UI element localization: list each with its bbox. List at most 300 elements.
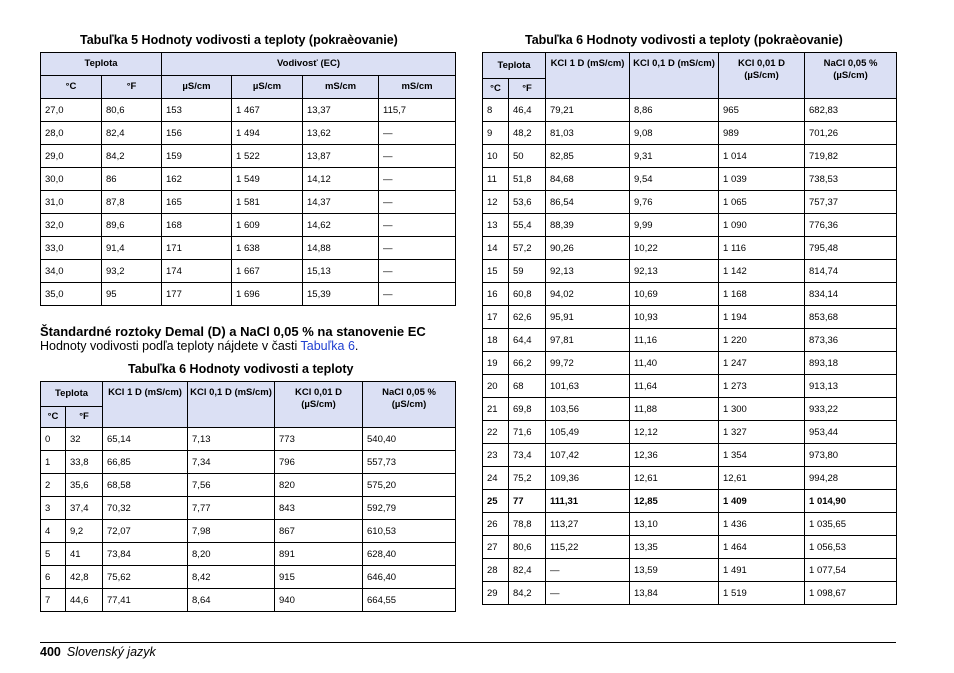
table-cell: 15 bbox=[483, 260, 509, 283]
table-cell: 101,63 bbox=[546, 375, 630, 398]
table-cell: 915 bbox=[275, 566, 363, 589]
table-cell: 26 bbox=[483, 513, 509, 536]
table-row bbox=[41, 497, 456, 520]
table-cell: 7 bbox=[41, 589, 66, 612]
table-cell: 1 273 bbox=[719, 375, 805, 398]
table-cell: 10,69 bbox=[630, 283, 719, 306]
table-cell: 15,39 bbox=[303, 283, 379, 306]
table6-header-nacl: NaCl 0,05 % (µS/cm) bbox=[363, 382, 456, 428]
table5-subheader: °C bbox=[41, 76, 102, 99]
table-cell: 28 bbox=[483, 559, 509, 582]
table-row bbox=[483, 582, 897, 605]
paragraph-text: Hodnoty vodivosti podľa teploty nájdete v časti bbox=[40, 339, 301, 353]
table-row bbox=[483, 168, 897, 191]
table6-caption: Tabuľka 6 Hodnoty vodivosti a teploty bbox=[128, 362, 354, 376]
table-cell: 35,0 bbox=[41, 283, 102, 306]
table-cell: 16 bbox=[483, 283, 509, 306]
table-cell: 11,16 bbox=[630, 329, 719, 352]
table-row bbox=[483, 398, 897, 421]
table-cell: 57,2 bbox=[509, 237, 546, 260]
table-cell: 28,0 bbox=[41, 122, 102, 145]
table-cell: 70,32 bbox=[103, 497, 188, 520]
table-row bbox=[483, 536, 897, 559]
table-cell: 30,0 bbox=[41, 168, 102, 191]
table5-subheader: mS/cm bbox=[379, 76, 456, 99]
table-row bbox=[483, 283, 897, 306]
table-cell: 795,48 bbox=[805, 237, 897, 260]
table-cell: 1 035,65 bbox=[805, 513, 897, 536]
table-cell: 893,18 bbox=[805, 352, 897, 375]
table6-header-teplota: Teplota bbox=[41, 382, 103, 407]
table-cell: 77,41 bbox=[103, 589, 188, 612]
table-cell: — bbox=[379, 145, 456, 168]
table-cell: — bbox=[379, 122, 456, 145]
table-cell: 8,20 bbox=[188, 543, 275, 566]
table-cell: 7,13 bbox=[188, 428, 275, 451]
table-cell: 65,14 bbox=[103, 428, 188, 451]
table-row bbox=[483, 421, 897, 444]
table-cell: 162 bbox=[162, 168, 232, 191]
table-cell: — bbox=[379, 168, 456, 191]
table-row bbox=[483, 260, 897, 283]
table-cell: 1 168 bbox=[719, 283, 805, 306]
table-cell: 994,28 bbox=[805, 467, 897, 490]
table-cell: 64,4 bbox=[509, 329, 546, 352]
table-cell: 44,6 bbox=[66, 589, 103, 612]
table6 bbox=[40, 381, 456, 612]
table-cell: 9,31 bbox=[630, 145, 719, 168]
table-cell: 32 bbox=[66, 428, 103, 451]
table-cell: 66,2 bbox=[509, 352, 546, 375]
table-cell: 1 409 bbox=[719, 490, 805, 513]
table-cell: 1 bbox=[41, 451, 66, 474]
page-number: 400 bbox=[40, 645, 61, 659]
table-cell: 84,68 bbox=[546, 168, 630, 191]
table6-header-kcl01: KCl 0,1 D (mS/cm) bbox=[188, 382, 275, 428]
page-footer bbox=[40, 645, 156, 659]
table6-header-kcl1: KCl 1 D (mS/cm) bbox=[103, 382, 188, 428]
table-row bbox=[483, 352, 897, 375]
table-cell: 1 014,90 bbox=[805, 490, 897, 513]
table-cell: 9,99 bbox=[630, 214, 719, 237]
table-cell: 22 bbox=[483, 421, 509, 444]
table-cell: 1 464 bbox=[719, 536, 805, 559]
table-row bbox=[483, 329, 897, 352]
table-cell: 7,98 bbox=[188, 520, 275, 543]
table-cell: 51,8 bbox=[509, 168, 546, 191]
table-cell: 27 bbox=[483, 536, 509, 559]
table-cell: 1 436 bbox=[719, 513, 805, 536]
table-cell: 1 194 bbox=[719, 306, 805, 329]
table6-unit-f: °F bbox=[66, 407, 103, 428]
table-cell: 80,6 bbox=[102, 99, 162, 122]
table-row bbox=[483, 306, 897, 329]
table-cell: 1 581 bbox=[232, 191, 303, 214]
table-cell: 12,61 bbox=[630, 467, 719, 490]
table-row bbox=[483, 122, 897, 145]
table-row bbox=[41, 589, 456, 612]
table-cell: 891 bbox=[275, 543, 363, 566]
table-row bbox=[41, 283, 456, 306]
table-cell: 1 039 bbox=[719, 168, 805, 191]
table-cell: 75,62 bbox=[103, 566, 188, 589]
table-row bbox=[483, 444, 897, 467]
table-cell: 41 bbox=[66, 543, 103, 566]
table-row bbox=[483, 145, 897, 168]
table5-header-vodivost: Vodivosť (EC) bbox=[162, 53, 456, 76]
table-cell: — bbox=[379, 191, 456, 214]
table-cell: 105,49 bbox=[546, 421, 630, 444]
table-cell: 59 bbox=[509, 260, 546, 283]
table-cell: 1 494 bbox=[232, 122, 303, 145]
table-cell: 14,62 bbox=[303, 214, 379, 237]
table-cell: 86,54 bbox=[546, 191, 630, 214]
table6c-header-kcl001: KCl 0,01 D (µS/cm) bbox=[719, 53, 805, 99]
table-cell: 1 667 bbox=[232, 260, 303, 283]
table-cell: 13 bbox=[483, 214, 509, 237]
table-cell: 1 519 bbox=[719, 582, 805, 605]
table-cell: 95 bbox=[102, 283, 162, 306]
table-cell: 92,13 bbox=[630, 260, 719, 283]
table-cell: 19 bbox=[483, 352, 509, 375]
table-cell: — bbox=[546, 582, 630, 605]
table-cell: 35,6 bbox=[66, 474, 103, 497]
table-cell: 90,26 bbox=[546, 237, 630, 260]
table5-subheader: °F bbox=[102, 76, 162, 99]
table-cell: 113,27 bbox=[546, 513, 630, 536]
table-cell: 1 142 bbox=[719, 260, 805, 283]
table6-header-kcl001: KCl 0,01 D (µS/cm) bbox=[275, 382, 363, 428]
table-cell: 12 bbox=[483, 191, 509, 214]
table-cell: 73,84 bbox=[103, 543, 188, 566]
table-cell: 77 bbox=[509, 490, 546, 513]
table-row bbox=[483, 237, 897, 260]
table-row bbox=[41, 99, 456, 122]
table-row bbox=[41, 214, 456, 237]
table-row bbox=[41, 122, 456, 145]
table6c-unit-f: °F bbox=[509, 79, 546, 99]
table-cell: 7,56 bbox=[188, 474, 275, 497]
table-cell: 69,8 bbox=[509, 398, 546, 421]
table-cell: 13,62 bbox=[303, 122, 379, 145]
table5-caption: Tabuľka 5 Hodnoty vodivosti a teploty (pokraèovanie) bbox=[80, 33, 398, 47]
table-cell: 575,20 bbox=[363, 474, 456, 497]
paragraph-text-end: . bbox=[354, 339, 359, 353]
table-cell: 1 056,53 bbox=[805, 536, 897, 559]
table-cell: 940 bbox=[275, 589, 363, 612]
table-cell: 8,42 bbox=[188, 566, 275, 589]
table-cell: 682,83 bbox=[805, 99, 897, 122]
table-cell: 933,22 bbox=[805, 398, 897, 421]
table-cell: 1 098,67 bbox=[805, 582, 897, 605]
table-cell: 13,87 bbox=[303, 145, 379, 168]
table5 bbox=[40, 52, 456, 306]
table-cell: 14,12 bbox=[303, 168, 379, 191]
table-cell: 796 bbox=[275, 451, 363, 474]
table-cell: 92,13 bbox=[546, 260, 630, 283]
table-cell: 115,22 bbox=[546, 536, 630, 559]
table-cell: 46,4 bbox=[509, 99, 546, 122]
table-cell: 99,72 bbox=[546, 352, 630, 375]
table-cell: 738,53 bbox=[805, 168, 897, 191]
table-cell: 557,73 bbox=[363, 451, 456, 474]
table-row bbox=[483, 375, 897, 398]
table-cell: 1 609 bbox=[232, 214, 303, 237]
table-cell: 664,55 bbox=[363, 589, 456, 612]
table-row bbox=[41, 451, 456, 474]
table-cell: 72,07 bbox=[103, 520, 188, 543]
table-row bbox=[483, 490, 897, 513]
table-cell: 115,7 bbox=[379, 99, 456, 122]
table-cell: 97,81 bbox=[546, 329, 630, 352]
table-cell: — bbox=[546, 559, 630, 582]
table-cell: 843 bbox=[275, 497, 363, 520]
table-cell: 2 bbox=[41, 474, 66, 497]
table-cell: 79,21 bbox=[546, 99, 630, 122]
table-cell: 1 247 bbox=[719, 352, 805, 375]
table-cell: 9 bbox=[483, 122, 509, 145]
table-cell: 27,0 bbox=[41, 99, 102, 122]
table-cell: 8 bbox=[483, 99, 509, 122]
table6c-header-kcl1: KCl 1 D (mS/cm) bbox=[546, 53, 630, 99]
table-row bbox=[41, 520, 456, 543]
table-cell: 95,91 bbox=[546, 306, 630, 329]
table-cell: 9,76 bbox=[630, 191, 719, 214]
table-row bbox=[41, 428, 456, 451]
table-cell: 153 bbox=[162, 99, 232, 122]
table-cell: 1 116 bbox=[719, 237, 805, 260]
footer-language: Slovenský jazyk bbox=[66, 645, 156, 659]
table-cell: 103,56 bbox=[546, 398, 630, 421]
table-cell: 31,0 bbox=[41, 191, 102, 214]
table-row bbox=[483, 99, 897, 122]
table-row bbox=[41, 145, 456, 168]
table-cell: 773 bbox=[275, 428, 363, 451]
table-cell: 1 300 bbox=[719, 398, 805, 421]
table5-subheader: mS/cm bbox=[303, 76, 379, 99]
table-cell: 592,79 bbox=[363, 497, 456, 520]
table-cell: 12,61 bbox=[719, 467, 805, 490]
table-cell: 171 bbox=[162, 237, 232, 260]
table-cell: 11,88 bbox=[630, 398, 719, 421]
table-cell: 1 077,54 bbox=[805, 559, 897, 582]
table-cell: 71,6 bbox=[509, 421, 546, 444]
table-cell: 42,8 bbox=[66, 566, 103, 589]
table-cell: 9,08 bbox=[630, 122, 719, 145]
table6-unit-c: °C bbox=[41, 407, 66, 428]
table-cell: 15,13 bbox=[303, 260, 379, 283]
table-cell: 776,36 bbox=[805, 214, 897, 237]
table-cell: 1 549 bbox=[232, 168, 303, 191]
table-cell: 1 491 bbox=[719, 559, 805, 582]
table-row bbox=[483, 513, 897, 536]
table-cell: 820 bbox=[275, 474, 363, 497]
table-cell: 50 bbox=[509, 145, 546, 168]
table-cell: 20 bbox=[483, 375, 509, 398]
table-cell: 965 bbox=[719, 99, 805, 122]
table-row bbox=[483, 191, 897, 214]
table-cell: 3 bbox=[41, 497, 66, 520]
table-cell: 93,2 bbox=[102, 260, 162, 283]
table6c-header-teplota: Teplota bbox=[483, 53, 546, 79]
table-cell: 1 090 bbox=[719, 214, 805, 237]
table-cell: 68,58 bbox=[103, 474, 188, 497]
table-cell: 21 bbox=[483, 398, 509, 421]
table-cell: 177 bbox=[162, 283, 232, 306]
table-cell: 80,6 bbox=[509, 536, 546, 559]
table-cell: 1 014 bbox=[719, 145, 805, 168]
table-cell: 10,22 bbox=[630, 237, 719, 260]
table-row bbox=[483, 559, 897, 582]
table-cell: 34,0 bbox=[41, 260, 102, 283]
table-cell: 12,12 bbox=[630, 421, 719, 444]
table5-subheader: µS/cm bbox=[162, 76, 232, 99]
table-cell: 33,8 bbox=[66, 451, 103, 474]
table-row bbox=[483, 467, 897, 490]
table-cell: 88,39 bbox=[546, 214, 630, 237]
footer-divider bbox=[40, 642, 896, 643]
table-cell: 0 bbox=[41, 428, 66, 451]
table-cell: 84,2 bbox=[102, 145, 162, 168]
table6-continued bbox=[482, 52, 897, 605]
table5-header-teplota: Teplota bbox=[41, 53, 162, 76]
table-cell: 60,8 bbox=[509, 283, 546, 306]
table-cell: 10,93 bbox=[630, 306, 719, 329]
table-cell: 701,26 bbox=[805, 122, 897, 145]
table-cell: 78,8 bbox=[509, 513, 546, 536]
table-cell: 913,13 bbox=[805, 375, 897, 398]
table-cell: 48,2 bbox=[509, 122, 546, 145]
table-cell: 29 bbox=[483, 582, 509, 605]
table-cell: 7,34 bbox=[188, 451, 275, 474]
table6-link[interactable]: Tabuľka 6 bbox=[300, 339, 355, 353]
table-cell: 628,40 bbox=[363, 543, 456, 566]
table-row bbox=[41, 566, 456, 589]
table-cell: 1 522 bbox=[232, 145, 303, 168]
table-cell: 1 354 bbox=[719, 444, 805, 467]
table-cell: 94,02 bbox=[546, 283, 630, 306]
table-cell: 13,35 bbox=[630, 536, 719, 559]
table-cell: 973,80 bbox=[805, 444, 897, 467]
table-cell: 82,4 bbox=[509, 559, 546, 582]
table-cell: 53,6 bbox=[509, 191, 546, 214]
table-cell: 33,0 bbox=[41, 237, 102, 260]
table6c-unit-c: °C bbox=[483, 79, 509, 99]
table-row bbox=[41, 237, 456, 260]
table-cell: 13,84 bbox=[630, 582, 719, 605]
table-cell: 834,14 bbox=[805, 283, 897, 306]
section-paragraph bbox=[40, 339, 358, 353]
table-cell: 9,54 bbox=[630, 168, 719, 191]
table-cell: 14 bbox=[483, 237, 509, 260]
table5-subheader: µS/cm bbox=[232, 76, 303, 99]
table-cell: — bbox=[379, 283, 456, 306]
table-cell: 13,10 bbox=[630, 513, 719, 536]
table-cell: 867 bbox=[275, 520, 363, 543]
table-cell: 81,03 bbox=[546, 122, 630, 145]
table-row bbox=[41, 260, 456, 283]
table-row bbox=[41, 543, 456, 566]
table-cell: 82,4 bbox=[102, 122, 162, 145]
table-cell: 1 467 bbox=[232, 99, 303, 122]
table-cell: 1 220 bbox=[719, 329, 805, 352]
table-cell: 62,6 bbox=[509, 306, 546, 329]
table-cell: 8,86 bbox=[630, 99, 719, 122]
table-cell: 10 bbox=[483, 145, 509, 168]
table-cell: 540,40 bbox=[363, 428, 456, 451]
table-cell: 14,37 bbox=[303, 191, 379, 214]
table-cell: 86 bbox=[102, 168, 162, 191]
table-cell: 82,85 bbox=[546, 145, 630, 168]
table-row bbox=[483, 214, 897, 237]
table-cell: 68 bbox=[509, 375, 546, 398]
table-cell: 37,4 bbox=[66, 497, 103, 520]
table-cell: 1 638 bbox=[232, 237, 303, 260]
table-row bbox=[41, 168, 456, 191]
table-cell: 8,64 bbox=[188, 589, 275, 612]
table-cell: 66,85 bbox=[103, 451, 188, 474]
table-row bbox=[41, 474, 456, 497]
table-cell: 107,42 bbox=[546, 444, 630, 467]
table-cell: 111,31 bbox=[546, 490, 630, 513]
table-cell: 646,40 bbox=[363, 566, 456, 589]
table-cell: 84,2 bbox=[509, 582, 546, 605]
table-cell: 610,53 bbox=[363, 520, 456, 543]
table-cell: — bbox=[379, 237, 456, 260]
table-cell: 1 065 bbox=[719, 191, 805, 214]
table-cell: 25 bbox=[483, 490, 509, 513]
table-row bbox=[41, 191, 456, 214]
table-cell: 109,36 bbox=[546, 467, 630, 490]
table-cell: 13,37 bbox=[303, 99, 379, 122]
table-cell: 168 bbox=[162, 214, 232, 237]
table-cell: 165 bbox=[162, 191, 232, 214]
table-cell: 17 bbox=[483, 306, 509, 329]
table-cell: 55,4 bbox=[509, 214, 546, 237]
table-cell: 9,2 bbox=[66, 520, 103, 543]
table6c-header-kcl01: KCl 0,1 D (mS/cm) bbox=[630, 53, 719, 99]
table-cell: 75,2 bbox=[509, 467, 546, 490]
table-cell: 29,0 bbox=[41, 145, 102, 168]
table-cell: 1 696 bbox=[232, 283, 303, 306]
table-cell: 174 bbox=[162, 260, 232, 283]
table-cell: 18 bbox=[483, 329, 509, 352]
table-cell: 159 bbox=[162, 145, 232, 168]
table-cell: 12,36 bbox=[630, 444, 719, 467]
table-cell: 73,4 bbox=[509, 444, 546, 467]
table-cell: 13,59 bbox=[630, 559, 719, 582]
table-cell: 89,6 bbox=[102, 214, 162, 237]
table-cell: 12,85 bbox=[630, 490, 719, 513]
table-cell: 989 bbox=[719, 122, 805, 145]
table-cell: 24 bbox=[483, 467, 509, 490]
table-cell: 814,74 bbox=[805, 260, 897, 283]
table-cell: 91,4 bbox=[102, 237, 162, 260]
table-cell: 4 bbox=[41, 520, 66, 543]
table-cell: 32,0 bbox=[41, 214, 102, 237]
table-cell: 11,64 bbox=[630, 375, 719, 398]
table-cell: — bbox=[379, 260, 456, 283]
table6c-header-nacl: NaCl 0,05 % (µS/cm) bbox=[805, 53, 897, 99]
table-cell: 873,36 bbox=[805, 329, 897, 352]
table-cell: 14,88 bbox=[303, 237, 379, 260]
table-cell: 11,40 bbox=[630, 352, 719, 375]
table-cell: 5 bbox=[41, 543, 66, 566]
table-cell: 156 bbox=[162, 122, 232, 145]
table-cell: 853,68 bbox=[805, 306, 897, 329]
table-cell: 87,8 bbox=[102, 191, 162, 214]
section-heading: Štandardné roztoky Demal (D) a NaCl 0,05 % na stanovenie EC bbox=[40, 324, 426, 339]
